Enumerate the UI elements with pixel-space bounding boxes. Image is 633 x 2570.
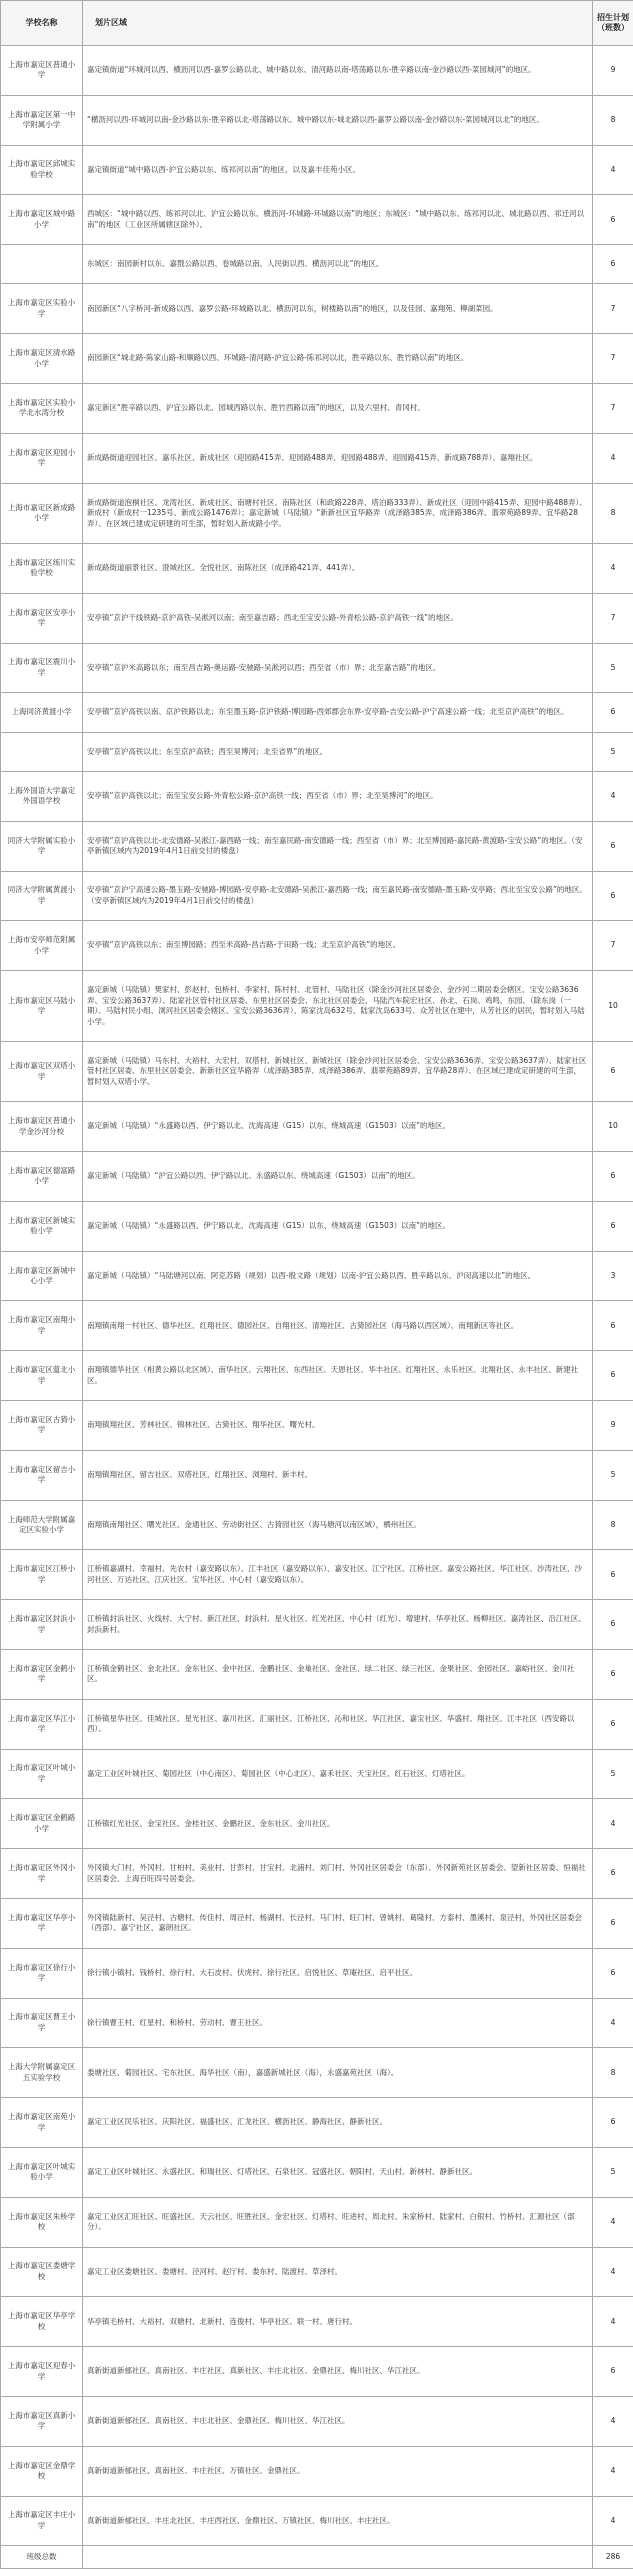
plan-cell: 6	[593, 1201, 633, 1251]
area-cell: 嘉定工业区叶城社区、永盛社区、和瑞社区、灯塔社区、石泉社区、冠盛社区、朝阳村、天山村、新林村、静新社区。	[83, 2147, 593, 2197]
plan-cell: 6	[593, 195, 633, 245]
table-row	[1, 1998, 633, 2048]
table-row	[1, 245, 633, 284]
plan-cell: 8	[593, 95, 633, 145]
school-name-cell	[1, 732, 83, 771]
table-body	[1, 46, 633, 2546]
total-label: 班级总数	[1, 2546, 83, 2569]
area-cell: 新成路街道迎园社区、嘉乐社区、新成社区（迎园路415弄、迎园路488弄、迎园路488弄、迎园路415弄、新成路788弄）、嘉翔社区。	[83, 433, 593, 483]
area-cell: 嘉定新城（马陆镇）马东村、大裕村、大宏村、双塔村、新城社区、新城社区（除金沙河社区居委会、宝安公路3636弄、宝安公路3637弄）、陆家社区管村社区居委、东里社区居委会、新新社区宜华路弄（成泽路385弄、成泽路386弄、翡翠苑路89弄、宜华路28弄）、在区域已建成定研建的可生部，暂时划入双塔小学。	[83, 1041, 593, 1101]
school-name-cell: 上海市嘉定区南翔小学	[1, 1301, 83, 1351]
plan-cell: 6	[593, 871, 633, 921]
area-cell: 东城区：南园新村以东、嘉戬公路以西、卷城路以南、人民街以西、横沥河以北”的地区。	[83, 245, 593, 284]
school-name-cell: 上海市嘉定区新成路小学	[1, 483, 83, 543]
school-name-cell: 上海市嘉定区叶城实验小学	[1, 2147, 83, 2197]
table-row	[1, 1251, 633, 1301]
area-cell: 安亭镇“京沪高铁以北；南至宝安公路-外青松公路-京沪高铁一线；西至省（市）界；北至昊博河”的地区。	[83, 771, 593, 821]
school-name-cell: 上海市嘉定区娄塘学校	[1, 2247, 83, 2297]
school-name-cell: 上海市嘉定区普通小学	[1, 46, 83, 96]
school-name-cell: 上海市嘉定区徐行小学	[1, 1948, 83, 1998]
school-name-cell: 上海市嘉定区金鹤小学	[1, 1650, 83, 1700]
school-name-cell: 上海市嘉定区真新小学	[1, 2396, 83, 2446]
table-row	[1, 1749, 633, 1799]
school-name-cell: 上海市嘉定区实验小学北水湾分校	[1, 384, 83, 434]
table-row	[1, 2247, 633, 2297]
school-name-cell: 上海市嘉定区蕰北小学	[1, 1351, 83, 1401]
plan-cell: 6	[593, 1650, 633, 1700]
school-name-cell: 同济大学附属实验小学	[1, 821, 83, 871]
plan-cell: 7	[593, 593, 633, 643]
plan-cell: 5	[593, 643, 633, 693]
school-name-cell: 上海外国语大学嘉定外国语学校	[1, 771, 83, 821]
school-name-cell: 上海市嘉定区金鹤路小学	[1, 1799, 83, 1849]
area-cell: 江桥镇红光社区、金宝社区、金桂社区、金鹏社区、金东社区、金川社区。	[83, 1799, 593, 1849]
area-cell: 江桥镇封浜社区、火线村、大宁村、新江社区、封浜村、星火社区、红光社区、中心村（红光）、增建村、华亭社区、杨柳社区、嘉涛社区、沿江社区、封浜新村。	[83, 1600, 593, 1650]
table-row	[1, 1041, 633, 1101]
plan-cell: 6	[593, 1600, 633, 1650]
area-cell: 嘉定工业区民乐社区、庆阳社区、福盛社区、汇龙社区、横沥社区、静海社区、静新社区。	[83, 2098, 593, 2148]
area-cell: 徐行镇小镇村、钱桥村、徐行村、大石皮村、伏虎村、徐行社区、启悦社区、草庵社区、启平社区。	[83, 1948, 593, 1998]
school-name-cell: 上海市嘉定区新城中心小学	[1, 1251, 83, 1301]
plan-cell: 6	[593, 1351, 633, 1401]
area-cell: 外冈镇大门村、外冈村、甘柏村、美业村、甘彭村、甘宝村、北浦村、刘门村、外冈社区居委会（东部）、外冈新苑社区居委会、望新社区居委、恒福社区居委会、上海百旺四号居委会。	[83, 1849, 593, 1899]
plan-cell: 6	[593, 2347, 633, 2397]
table-row	[1, 2496, 633, 2546]
school-name-cell: 上海市嘉定区华亭小学	[1, 1898, 83, 1948]
table-row	[1, 1401, 633, 1451]
plan-cell: 6	[593, 1898, 633, 1948]
area-cell: 新成路街道丽景社区、澄城社区、全悦社区、南陈社区（成泽路421弄、441弄）。	[83, 543, 593, 593]
school-name-cell: 上海市嘉定区曹王小学	[1, 1998, 83, 2048]
table-row	[1, 1650, 633, 1700]
school-name-cell: 上海市嘉定区封浜小学	[1, 1600, 83, 1650]
table-row	[1, 543, 633, 593]
school-name-cell: 上海市嘉定区邱城实验学校	[1, 145, 83, 195]
table-row	[1, 1550, 633, 1600]
area-cell: 娄塘社区、菊园社区、宅东社区、海华社区（南），嘉盛新城社区（海），永盛嘉苑社区（海）。	[83, 2048, 593, 2098]
plan-cell: 7	[593, 334, 633, 384]
area-cell: 安亭镇“京沪米高路以东；南至昌吉路-奥运路-安驰路-吴淞河以西；西至省（市）界；北至嘉吉路”的地区。	[83, 643, 593, 693]
table-row	[1, 2048, 633, 2098]
plan-cell: 4	[593, 1998, 633, 2048]
total-value: 286	[593, 2546, 633, 2569]
school-name-cell: 上海市嘉定区叶城小学	[1, 1749, 83, 1799]
school-name-cell: 上海市安亭师范附属小学	[1, 921, 83, 971]
area-cell: 嘉定新城（马陆镇）“沪宜公路以西、伊宁路以北、永盛路以东、绕城高速（G1503）以南”的地区。	[83, 1152, 593, 1202]
plan-cell: 7	[593, 384, 633, 434]
area-cell: 嘉定新城（马陆镇）“永盛路以西、伊宁路以北、沈海高速（G15）以东、绕城高速（G1503）以南”的地区。	[83, 1201, 593, 1251]
school-name-cell: 上海市嘉定区迎春小学	[1, 2347, 83, 2397]
table-row	[1, 2347, 633, 2397]
plan-cell: 4	[593, 2247, 633, 2297]
school-name-cell: 上海市嘉定区清水路小学	[1, 334, 83, 384]
table-row	[1, 1102, 633, 1152]
header-plan: 招生计划（班数）	[593, 1, 633, 46]
table-row	[1, 821, 633, 871]
area-cell: 南翔镇南翔一村社区、德华社区、红翔社区、德园社区、自翔社区、清翔社区、古猗园社区（海马路以西区域）、南翔新区等社区。	[83, 1301, 593, 1351]
school-name-cell: 上海市嘉定区南苑小学	[1, 2098, 83, 2148]
school-name-cell: 上海市嘉定区安亭小学	[1, 593, 83, 643]
table-row	[1, 1301, 633, 1351]
table-row	[1, 334, 633, 384]
table-row	[1, 2297, 633, 2347]
area-cell: 真新街道新郁社区、丰庄北社区、丰庄西社区、金鼎社区、万镇社区、梅川社区、丰庄社区。	[83, 2496, 593, 2546]
area-cell: 安亭镇“京沪高铁以东；南至博园路；西至米高路-昌吉路-于田路一线；北至京沪高铁”的地区。	[83, 921, 593, 971]
area-cell: 真新街道新郁社区、真南社区、丰庄社区、真新社区、丰庄北社区、金鼎社区、梅川社区、华江社区。	[83, 2347, 593, 2397]
plan-cell: 4	[593, 2496, 633, 2546]
plan-cell: 7	[593, 921, 633, 971]
school-name-cell	[1, 245, 83, 284]
table-row	[1, 95, 633, 145]
school-name-cell: 上海市嘉定区丰庄小学	[1, 2496, 83, 2546]
school-name-cell: 上海市嘉定区练川实验学校	[1, 543, 83, 593]
school-name-cell: 上海市嘉定区华江小学	[1, 1699, 83, 1749]
plan-cell: 4	[593, 543, 633, 593]
table-row	[1, 693, 633, 732]
school-name-cell: 上海市嘉定区双塔小学	[1, 1041, 83, 1101]
area-cell: 南翔镇德华社区（相黄公路以北区域）、南华社区、云翔社区、东西社区、天恩社区、华丰社区、红翔社区、永乐社区、北翔社区、永丰社区、新建社区。	[83, 1351, 593, 1401]
school-name-cell: 上海市嘉定区迎园小学	[1, 433, 83, 483]
area-cell: 江桥镇星华社区、佳城社区、星光社区、嘉川社区、汇丽社区、江桥社区、沁和社区、华江社区、嘉宝社区、华盛村、翔社区、江丰社区（西安路以西）。	[83, 1699, 593, 1749]
plan-cell: 5	[593, 1450, 633, 1500]
school-name-cell: 上海市嘉定区马陆小学	[1, 971, 83, 1042]
area-cell: 嘉定新城（马陆镇）樊家村、彭赵村、包桥村、李家村、陈村村、北管村、马陆社区（除金沙河社区居委会、金沙河二期居委会辖区、宝安公路3636弄、宝安公路3637弄）、陆家社区管村社区居委、东里社区居委会、东北社区居委会、马陆汽车院宏社区、孙北、石岗、鸡鸣、东园、（除东岗（一期）、马陆村民小组、浏河社区居委会辖区、宝安公路3636弄）、陈家沈岛632号、陆家沈岛633号、众芳社区在建中，从芳社区的居民，暂时划入马陆小学。	[83, 971, 593, 1042]
total-area	[83, 2546, 593, 2569]
table-header-row	[1, 1, 633, 46]
table-row	[1, 1201, 633, 1251]
area-cell: 华亭镇毛桥村、大裕村、双塘村、北新村、连俊村、华亭社区、联一村、唐行村。	[83, 2297, 593, 2347]
school-name-cell: 上海市嘉定区金鼎学校	[1, 2446, 83, 2496]
table-row	[1, 921, 633, 971]
plan-cell: 4	[593, 2197, 633, 2247]
school-name-cell: 上海大学附属嘉定区五实验学校	[1, 2048, 83, 2098]
area-cell: 西城区：“城中路以西、练祁河以北、沪宜公路以东、横沥河-环城路-环城路以南”的地区；东城区：“城中路以东、练祁河以北、城北路以西、祁迁河以南”的地区（工业区所属辖区除外）。	[83, 195, 593, 245]
table-row	[1, 2446, 633, 2496]
plan-cell: 6	[593, 245, 633, 284]
plan-cell: 6	[593, 1699, 633, 1749]
area-cell: 安亭镇“京沪高铁以北-北安德路-吴淞江-嘉西路一线；南至嘉民路-南安德路一线；西至省（市）界；北至博园路-嘉民路-黄渡路-宝安公路”的地区。（安亭新镇区域内为2019年4月1日前交付的楼盘）	[83, 821, 593, 871]
plan-cell: 8	[593, 483, 633, 543]
area-cell: 新成路街道泡桐社区、龙湾社区、新成社区、南塘村社区、南陈社区（和政路228弄、塔泊路333弄）、新成社区（迎园中路415弄、迎园中路488弄）、新成村（新成村一1235号、新成公路1476弄）；嘉定新城（马陆镇）“新新社区宜华路弄（成泽路385弄、成泽路386弄、翡翠苑路89弄、宜华路28弄）、在区域已建成定研建的可生部，暂时划入新成路小学。	[83, 483, 593, 543]
table-row	[1, 195, 633, 245]
school-name-cell: 上海市嘉定区实验小学	[1, 284, 83, 334]
table-row	[1, 384, 633, 434]
plan-cell: 5	[593, 1749, 633, 1799]
header-school-name: 学校名称	[1, 1, 83, 46]
area-cell: 真新街道新郁社区、真南社区、丰庄社区、万镇社区、金鼎社区。	[83, 2446, 593, 2496]
plan-cell: 4	[593, 2297, 633, 2347]
plan-cell: 6	[593, 821, 633, 871]
plan-cell: 4	[593, 2446, 633, 2496]
table-row	[1, 871, 633, 921]
area-cell: 安亭镇“京沪高铁以北；东至京沪高铁；西至昊博河；北至省界”的地区。	[83, 732, 593, 771]
plan-cell: 5	[593, 2147, 633, 2197]
table-row	[1, 284, 633, 334]
area-cell: 嘉定工业区娄塘社区、娄塘村、泾河村、赵厅村、娄东村、陆渡村、草泽村。	[83, 2247, 593, 2297]
table-row	[1, 1699, 633, 1749]
plan-cell: 4	[593, 145, 633, 195]
table-row	[1, 1152, 633, 1202]
area-cell: 外冈镇陆新村、吴泾村、古塘村、传佳村、周泾村、杨湖村、长泾村、马门村、旺门村、曾姚村、葛隆村、方泰村、墨溪村、泉泾村，外冈社区居委会（西部）、嘉宁社区、嘉朗社区。	[83, 1898, 593, 1948]
area-cell: 南园新区“城北路-陈家山路-和顺路以西、环城路-清河路-沪宜公路-陈祁河以北，胜辛路以东、胜竹路以南”的地区。	[83, 334, 593, 384]
plan-cell: 6	[593, 1849, 633, 1899]
plan-cell: 6	[593, 1948, 633, 1998]
area-cell: 嘉定工业区汇旺社区、旺盛社区、天云社区、旺胜社区、金宏社区、灯塔村、旺进村、周北村、朱家桥村、陆家村、白银村、竹桥村、汇源社区（部分）。	[83, 2197, 593, 2247]
plan-cell: 4	[593, 1799, 633, 1849]
area-cell: 江桥镇嘉湖村、幸福村、先农村（嘉安路以东）、江丰社区（嘉安路以东）、嘉安社区、江宁社区、江桥社区、嘉安公路社区、华江社区、沙涛社区、沙河社区、万达社区、江庆社区、宝华社区、中心村（嘉安路以东）。	[83, 1550, 593, 1600]
school-name-cell: 上海同济黄渡小学	[1, 693, 83, 732]
plan-cell: 10	[593, 971, 633, 1042]
table-row	[1, 732, 633, 771]
plan-cell: 3	[593, 1251, 633, 1301]
plan-cell: 9	[593, 46, 633, 96]
plan-cell: 8	[593, 1500, 633, 1550]
area-cell: 南翔镇翔社区、芳林社区、锦林社区、古猗社区、翔华社区、曙光村。	[83, 1401, 593, 1451]
plan-cell: 4	[593, 2396, 633, 2446]
table-row	[1, 971, 633, 1042]
area-cell: 嘉定镇街道“城中路以西-沪宜公路以东、练祁河以南”的地区，以及嘉丰佳苑小区。	[83, 145, 593, 195]
area-cell: 安亭镇“京沪高铁以南、京沪铁路以北；东至墨玉路-京沪铁路-博园路-西郊郡会东界-安亭路-吉安公路-沪宁高速公路一线；北至京沪高铁”的地区。	[83, 693, 593, 732]
area-cell: “横沥河以西-环城河以南-金沙路以东-胜辛路以北-塔荡路以东、城中路以东-城北路以西-嘉罗公路以南-金沙路以东-菜园城河以北”的地区。	[83, 95, 593, 145]
plan-cell: 4	[593, 433, 633, 483]
school-name-cell: 上海市嘉定区江桥小学	[1, 1550, 83, 1600]
table-row	[1, 1500, 633, 1550]
school-name-cell: 上海市嘉定区城中路小学	[1, 195, 83, 245]
area-cell: 南翔镇南翔社区、曙光社区、金通社区、劳动街社区、古猗园社区（海马塘河以南区域），栖州社区。	[83, 1500, 593, 1550]
table-row	[1, 433, 633, 483]
plan-cell: 9	[593, 1401, 633, 1451]
area-cell: 南园新区“八字桥河-新成路以西、嘉罗公路-环城路以北、横沥河以东，树楼路以南”的地区，以及佳园、嘉翔苑、柳湖菜园。	[83, 284, 593, 334]
school-name-cell: 同济大学附属黄渡小学	[1, 871, 83, 921]
table-row	[1, 145, 633, 195]
area-cell: 嘉定新区“胜辛路以西、沪宜公路以北、园城西路以东、胜竹西路以南”的地区，以及六里村、青冈村。	[83, 384, 593, 434]
school-name-cell: 上海市嘉定区普通小学金沙河分校	[1, 1102, 83, 1152]
area-cell: 嘉定镇街道“环城河以西、横沥河以西-嘉罗公路以北、城中路以东、清河路以南-塔荡路以东-胜辛路以南-金沙路以西-菜园城河”的地区。	[83, 46, 593, 96]
school-name-cell: 上海市嘉定区古猗小学	[1, 1401, 83, 1451]
plan-cell: 6	[593, 1301, 633, 1351]
school-name-cell: 上海师范大学附属嘉定区实验小学	[1, 1500, 83, 1550]
table-row	[1, 46, 633, 96]
area-cell: 真新街道新郁社区、真南社区、丰庄北社区、金鼎社区、梅川社区、华江社区。	[83, 2396, 593, 2446]
table-row	[1, 593, 633, 643]
table-row	[1, 1450, 633, 1500]
plan-cell: 6	[593, 1152, 633, 1202]
table-row	[1, 2147, 633, 2197]
school-name-cell: 上海市嘉定区留吉小学	[1, 1450, 83, 1500]
area-cell: 江桥镇金鹤社区、金北社区、金东社区、金中社区、金鹏社区、金巢社区、金社区、绿二社区、绿三社区、金果社区、金园社区、嘉峪社区、金川社区。	[83, 1650, 593, 1700]
school-name-cell: 上海市嘉定区华亭学校	[1, 2297, 83, 2347]
table-row	[1, 1799, 633, 1849]
plan-cell: 6	[593, 693, 633, 732]
school-name-cell: 上海市嘉定区第一中学附属小学	[1, 95, 83, 145]
header-area: 划片区域	[83, 1, 593, 46]
plan-cell: 10	[593, 1102, 633, 1152]
table-row	[1, 1351, 633, 1401]
total-row	[1, 2546, 633, 2569]
area-cell: 安亭镇“京沪宁高速公路-墨玉路-安驰路-博园路-安亭路-北安德路-吴淞江-嘉西路一线；南至嘉民路-南安德路-墨玉路-安亭路；西北至宝安公路”的地区。（安亭新镇区域内为2019年4月1日前交付的楼盘）	[83, 871, 593, 921]
area-cell: 南翔镇翔社区、留吉社区、双塔社区、红翔社区、浏翔村、新丰村。	[83, 1450, 593, 1500]
plan-cell: 8	[593, 2048, 633, 2098]
school-name-cell: 上海市嘉定区新城实验小学	[1, 1201, 83, 1251]
area-cell: 安亭镇“京沪干线铁路-京沪高铁-吴淞河以南；南至嘉吉路；西北至宝安公路-外青松公路-京沪高铁一线”的地区。	[83, 593, 593, 643]
school-name-cell: 上海市嘉定区震川小学	[1, 643, 83, 693]
plan-cell: 6	[593, 2098, 633, 2148]
area-cell: 嘉定工业区叶城社区、菊园社区（中心南区）、菊园社区（中心北区）、嘉禾社区、天宝社区、红石社区、灯塔社区。	[83, 1749, 593, 1799]
table-row	[1, 1600, 633, 1650]
area-cell: 嘉定新城（马陆镇）“永盛路以西、伊宁路以北、沈海高速（G15）以东、绕城高速（G1503）以南”的地区。	[83, 1102, 593, 1152]
table-row	[1, 1898, 633, 1948]
table-row	[1, 2098, 633, 2148]
table-row	[1, 2197, 633, 2247]
table-row	[1, 643, 633, 693]
plan-cell: 7	[593, 284, 633, 334]
plan-cell: 5	[593, 732, 633, 771]
table-row	[1, 483, 633, 543]
table-row	[1, 1849, 633, 1899]
table-row	[1, 771, 633, 821]
plan-cell: 4	[593, 771, 633, 821]
plan-cell: 6	[593, 1550, 633, 1600]
area-cell: 嘉定新城（马陆镇）“马陆塘河以南、阿克苏路（规划）以西-殷文路（规划）以南-沪宜公路以西、胜辛路以东、沪闵高速以北”的地区。	[83, 1251, 593, 1301]
school-name-cell: 上海市嘉定区朱桥学校	[1, 2197, 83, 2247]
school-name-cell: 上海市嘉定区外冈小学	[1, 1849, 83, 1899]
school-name-cell: 上海市嘉定区德富路小学	[1, 1152, 83, 1202]
table-row	[1, 1948, 633, 1998]
table-row	[1, 2396, 633, 2446]
plan-cell: 6	[593, 1041, 633, 1101]
area-cell: 徐行镇曹王村、红星村、和桥村、劳动村、曹王社区。	[83, 1998, 593, 2048]
